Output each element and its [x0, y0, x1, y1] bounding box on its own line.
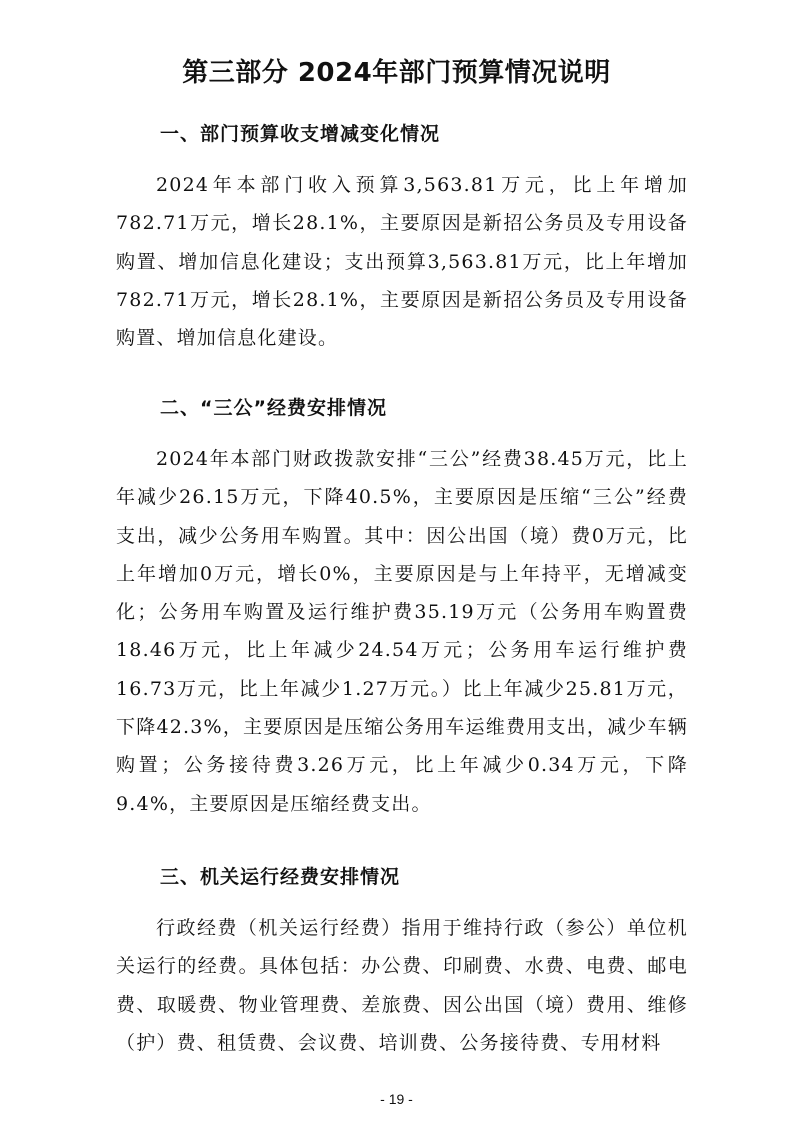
page-title: 第三部分 2024年部门预算情况说明: [182, 58, 611, 88]
page-number: - 19 -: [380, 1091, 413, 1107]
section-paragraph-three-public: 2024年本部门财政拨款安排“三公”经费38.45万元，比上年减少26.15万元，下降40.5%，主要原因是压缩“三公”经费支出，减少公务用车购置。其中：因公出国（境）费0万元，比上年增加0万元，增长0%，主要原因是与上年持平，无增减变化；公务用车购置及运行维护费35.19万元（公务用车购置费18.46万元，比上年减少24.54万元；公务用车运行维护费16.73万元，比上年减少1.27万元。）比上年减少25.81万元，下降42.3%，主要原因是压缩公务用车运维费用支出，减少车辆购置；公务接待费3.26万元，比上年减少0.34万元，下降9.4%，主要原因是压缩经费支出。: [116, 448, 688, 815]
section-heading-three-public: 二、“三公”经费安排情况: [160, 397, 387, 419]
section-heading-operating-funds: 三、机关运行经费安排情况: [160, 866, 401, 888]
section-paragraph-budget-changes: 2024年本部门收入预算3,563.81万元，比上年增加782.71万元，增长28.1%，主要原因是新招公务员及专用设备购置、增加信息化建设；支出预算3,563.81万元，比上年增加782.71万元，增长28.1%，主要原因是新招公务员及专用设备购置、增加信息化建设。: [116, 174, 688, 350]
section-heading-budget-changes: 一、部门预算收支增减变化情况: [160, 123, 441, 145]
section-paragraph-operating-funds: 行政经费（机关运行经费）指用于维持行政（参公）单位机关运行的经费。具体包括：办公费、印刷费、水费、电费、邮电费、取暖费、物业管理费、差旅费、因公出国（境）费用、维修（护）费、租赁费、会议费、培训费、公务接待费、专用材料: [116, 917, 688, 1054]
